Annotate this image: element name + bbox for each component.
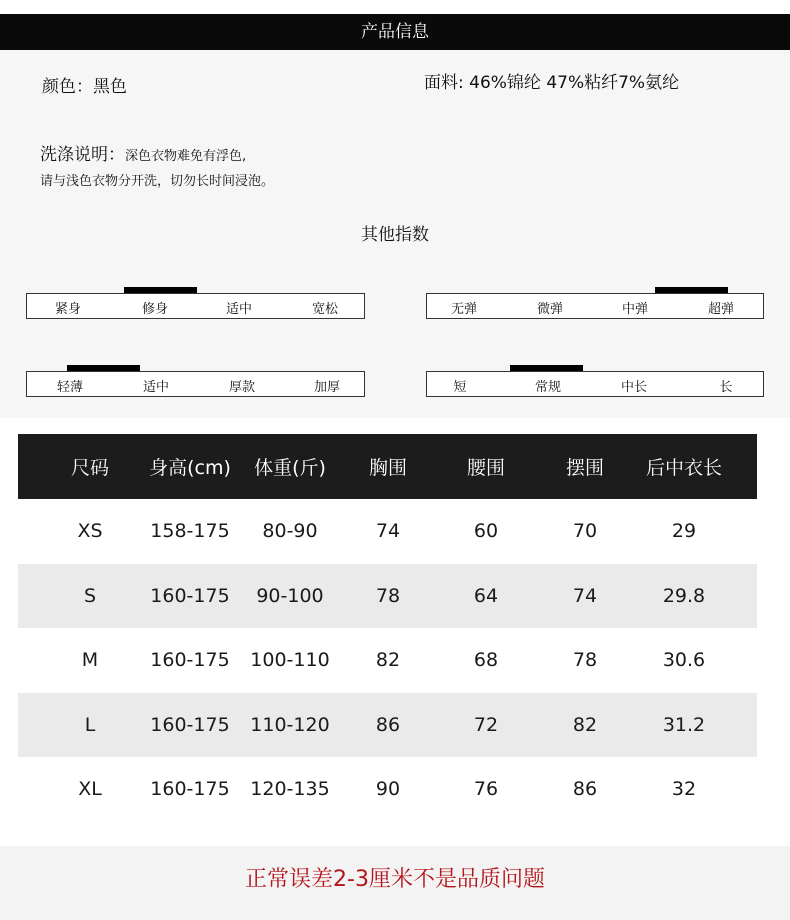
chest-cell: 74 [375,520,401,543]
color-label: 颜色： [42,77,93,97]
back-length-cell: 31.2 [662,713,706,736]
chest-cell: 82 [375,649,401,672]
size-cell: L [84,713,96,736]
chest-cell: 86 [375,713,401,736]
scale-option: 无弹 [450,302,478,317]
weight-cell: 80-90 [262,520,318,543]
back-length-cell: 32 [671,778,697,801]
top-band [0,0,790,14]
table-row [18,693,757,758]
hem-cell: 82 [572,713,598,736]
back-length-cell: 29 [671,520,697,543]
height-cell: 158-175 [150,520,230,543]
size-cell: XL [78,778,102,801]
table-header-row [18,434,757,499]
weight-cell: 100-110 [250,649,330,672]
scale-marker [67,365,140,371]
scale-option: 微弹 [536,302,564,317]
size-cell: M [81,649,99,672]
scale-marker [124,287,197,293]
hem-cell: 78 [572,649,598,672]
fit-scale [26,293,365,319]
wash-label: 洗涤说明： [40,145,125,165]
scale-option: 短 [453,380,467,395]
fabric-value: 46%锦纶 47%粘纤7%氨纶 [469,73,680,93]
scale-option: 适中 [142,380,170,395]
header-chest: 胸围 [368,457,407,479]
error-tolerance-note: 正常误差2-3厘米不是品质问题 [245,867,545,892]
scale-option: 厚款 [228,380,256,395]
product-info-panel [0,0,790,418]
back-length-cell: 29.8 [662,584,706,607]
scale-option: 长 [719,380,733,395]
scale-option: 宽松 [311,302,339,317]
scale-option: 中长 [620,380,648,395]
waist-cell: 64 [473,584,499,607]
size-cell: XS [77,520,103,543]
table-row [18,628,757,693]
header-hem: 摆围 [565,457,604,479]
scale-marker [655,287,728,293]
length-scale [426,371,764,397]
thickness-scale [26,371,365,397]
table-row [18,499,757,564]
color-value: 黑色 [93,77,127,97]
waist-cell: 68 [473,649,499,672]
scale-option: 中弹 [621,302,649,317]
header-weight: 体重(斤) [254,457,326,479]
waist-cell: 76 [473,778,499,801]
hem-cell: 74 [572,584,598,607]
table-row [18,564,757,629]
weight-cell: 120-135 [250,778,330,801]
scale-marker [510,365,583,371]
height-cell: 160-175 [150,649,230,672]
scale-option: 超弹 [707,302,735,317]
chest-cell: 78 [375,584,401,607]
waist-cell: 72 [473,713,499,736]
size-table [18,434,757,822]
back-length-cell: 30.6 [662,649,706,672]
chest-cell: 90 [375,778,401,801]
waist-cell: 60 [473,520,499,543]
height-cell: 160-175 [150,713,230,736]
wash-instructions [40,140,246,165]
header-height: 身高(cm) [149,457,231,479]
other-indices-title: 其他指数 [361,225,429,245]
scale-option: 紧身 [54,302,82,317]
hem-cell: 70 [572,520,598,543]
scale-option: 修身 [141,302,169,317]
hem-cell: 86 [572,778,598,801]
wash-text-1: 深色衣物难免有浮色, [125,149,247,164]
weight-cell: 110-120 [250,713,330,736]
scale-option: 加厚 [313,380,341,395]
fabric-label: 面料: [424,73,464,93]
scale-option: 常规 [534,380,562,395]
product-info-header: 产品信息 [0,14,790,50]
table-row [18,757,757,822]
elasticity-scale [426,293,764,319]
height-cell: 160-175 [150,584,230,607]
size-cell: S [83,584,97,607]
scale-option: 轻薄 [56,380,84,395]
wash-text-2: 请与浅色衣物分开洗，切勿长时间浸泡。 [40,174,275,189]
header-size: 尺码 [70,457,109,479]
height-cell: 160-175 [150,778,230,801]
color-info [42,72,127,97]
header-waist: 腰围 [466,457,505,479]
scale-option: 适中 [225,302,253,317]
fabric-info [424,68,679,93]
header-back-length: 后中衣长 [645,457,722,479]
weight-cell: 90-100 [256,584,324,607]
